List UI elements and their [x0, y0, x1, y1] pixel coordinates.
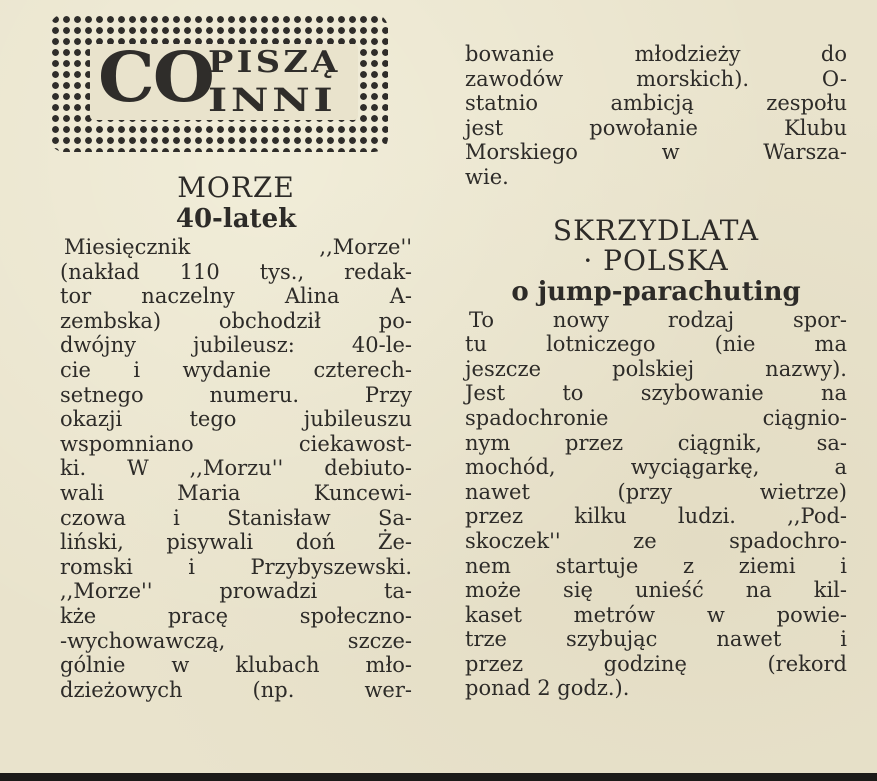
text-line: dwójny jubileusz: 40-le-	[60, 333, 412, 358]
text-line: tu lotniczego (nie ma	[465, 332, 847, 357]
text-line: Jest to szybowanie na	[465, 381, 847, 406]
article-skrzydlata-subtitle: o jump-parachuting	[511, 276, 801, 307]
text-line: przez kilku ludzi. ,,Pod-	[465, 504, 847, 529]
spacer	[465, 190, 847, 216]
text-line: przez godzinę (rekord	[465, 651, 847, 676]
article-morze-body	[60, 235, 412, 702]
text-line: liński, pisywali doń Że-	[60, 530, 412, 555]
text-line: nym przez ciągnik, sa-	[465, 430, 847, 455]
text-line: może się unieść na kil-	[465, 578, 847, 603]
text-line: Morskiego w Warsza-	[465, 140, 847, 165]
text-line: zawodów morskich). O-	[465, 66, 847, 91]
text-line: skoczek'' ze spadochro-	[465, 528, 847, 553]
article-morze-subtitle: 40-latek	[175, 204, 297, 234]
text-line: jeszcze polskiej nazwy).	[465, 356, 847, 381]
text-line: czowa i Stanisław Sa-	[60, 505, 412, 530]
article-skrzydlata-title-line1: SKRZYDLATA	[552, 213, 760, 247]
left-column	[60, 173, 412, 702]
text-line: dzieżowych (np. wer-	[60, 677, 412, 702]
text-line: spadochronie ciągnio-	[465, 405, 847, 430]
text-line: Miesięcznik ,,Morze''	[64, 235, 412, 259]
text-line: bowanie młodzieży do	[465, 42, 847, 66]
article-morze-title: MORZE	[177, 171, 295, 204]
text-line: wie.	[465, 164, 509, 189]
text-line: ki. W ,,Morzu'' debiuto-	[60, 456, 412, 481]
logo-co-text: CO	[98, 38, 213, 118]
text-line: -wychowawczą, szcze-	[60, 628, 412, 653]
text-line: nem startuje z ziemi i	[465, 553, 847, 578]
text-line: trze szybując nawet i	[465, 627, 847, 652]
text-line: To nowy rodzaj spor-	[469, 307, 847, 332]
bottom-border	[0, 773, 877, 781]
article-skrzydlata-title-line2: · POLSKA	[583, 243, 729, 277]
text-line: jest powołanie Klubu	[465, 115, 847, 140]
text-line: tor naczelny Alina A-	[60, 284, 412, 309]
text-line: setnego numeru. Przy	[60, 382, 412, 407]
text-line: ,,Morze'' prowadzi ta-	[60, 579, 412, 604]
right-column	[465, 42, 847, 701]
logo-pisza-text: PISZĄ	[208, 45, 341, 80]
text-line: zembska) obchodził po-	[60, 308, 412, 333]
text-line: wspomniano ciekawost-	[60, 431, 412, 456]
article-skrzydlata-body	[465, 308, 847, 702]
text-line: cie i wydanie czterech-	[60, 357, 412, 382]
text-line: kże pracę społeczno-	[60, 603, 412, 628]
logo-inner-panel	[90, 38, 358, 120]
text-line: nawet (przy wietrze)	[465, 479, 847, 504]
text-line: romski i Przybyszewski.	[60, 554, 412, 579]
text-line: wali Maria Kuncewi-	[60, 480, 412, 505]
text-line: okazji tego jubileuszu	[60, 407, 412, 432]
text-line: gólnie w klubach mło-	[60, 653, 412, 678]
text-line: statnio ambicją zespołu	[465, 91, 847, 116]
co-pisza-inni-logo	[50, 14, 388, 152]
text-line: mochód, wyciągarkę, a	[465, 455, 847, 480]
article-morze-continued	[465, 42, 847, 190]
logo-inni-text: INNI	[208, 81, 337, 119]
text-line: ponad 2 godz.).	[465, 676, 630, 701]
text-line: kaset metrów w powie-	[465, 602, 847, 627]
text-line: (nakład 110 tys., redak-	[60, 259, 412, 284]
